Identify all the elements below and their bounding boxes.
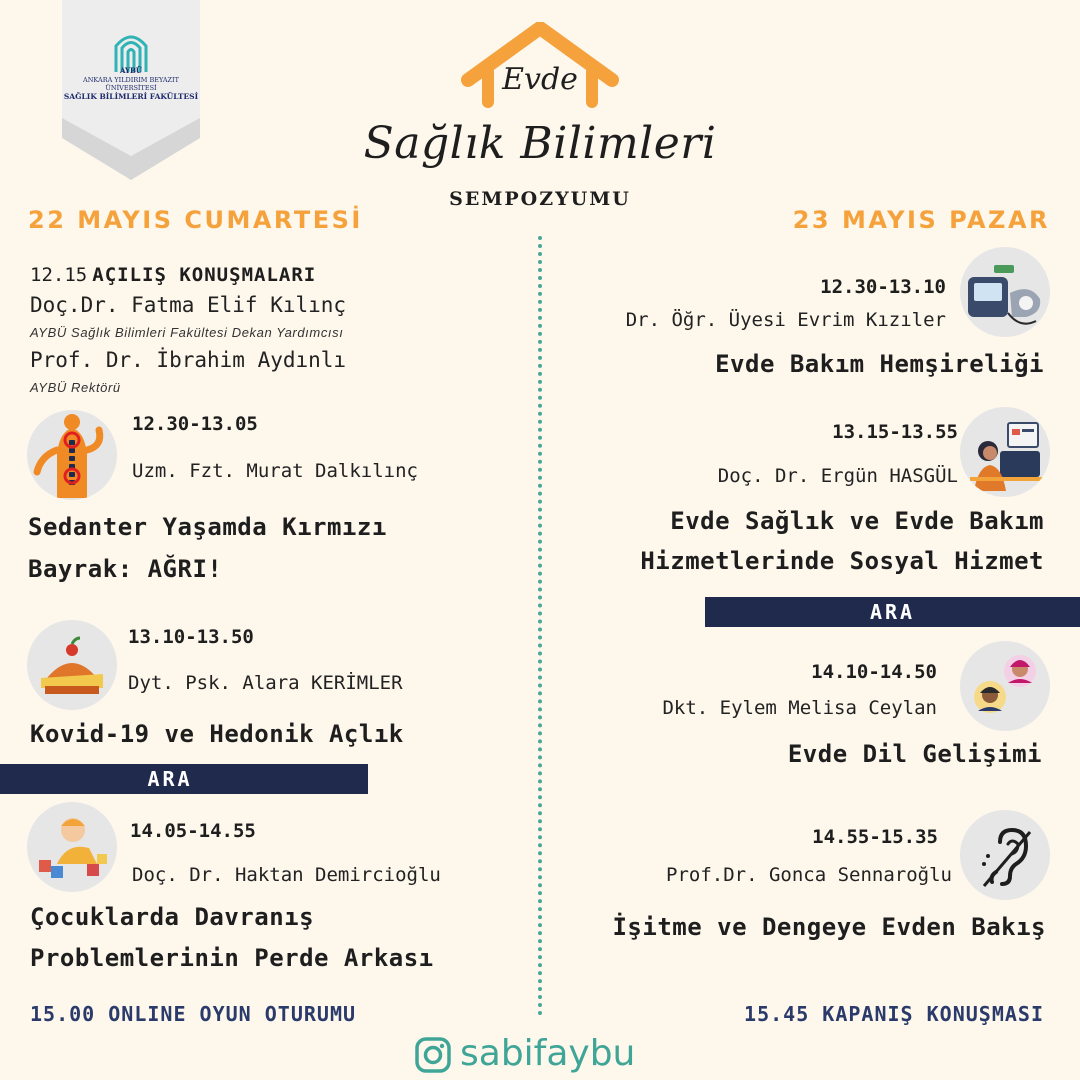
session-time: 14.05-14.55	[130, 820, 256, 842]
desk-worker-icon	[960, 407, 1050, 497]
session-time: 12.30-13.05	[132, 413, 258, 435]
break-bar: ARA	[705, 597, 1080, 627]
session-speaker: Prof.Dr. Gonca Sennaroğlu	[666, 864, 952, 886]
session-topic-line1: Evde Sağlık ve Evde Bakım	[670, 507, 1044, 535]
page-title: Sağlık Bilimleri	[363, 118, 717, 169]
session-speaker: Doç. Dr. Haktan Demircioğlu	[132, 864, 441, 886]
opening-row	[30, 264, 316, 286]
session-speaker: Dyt. Psk. Alara KERİMLER	[128, 672, 403, 694]
session-speaker: Uzm. Fzt. Murat Dalkılınç	[132, 460, 418, 482]
session-time: 12.30-13.10	[820, 276, 946, 298]
opening-label: AÇILIŞ KONUŞMALARI	[92, 264, 317, 286]
session-topic-line1: Evde Dil Gelişimi	[787, 740, 1042, 768]
opening-time: 12.15	[30, 264, 88, 286]
session-speaker: Doç. Dr. Ergün HASGÜL	[717, 465, 958, 487]
column-divider	[538, 236, 542, 1016]
session-speaker: Dr. Öğr. Üyesi Evrim Kızıler	[625, 309, 946, 331]
ear-icon	[960, 810, 1050, 900]
session-speaker: Dkt. Eylem Melisa Ceylan	[662, 697, 937, 719]
blood-pressure-icon	[960, 247, 1050, 337]
page-subtitle: SEMPOZYUMU	[449, 188, 631, 210]
child-blocks-icon	[27, 802, 117, 892]
session-time: 13.15-13.55	[832, 421, 958, 443]
day1-heading: 22 MAYIS CUMARTESİ	[28, 206, 363, 234]
session-topic-line1: İşitme ve Dengeye Evden Bakış	[612, 913, 1046, 941]
logo-faculty-name: SAĞLIK BİLİMLERİ FAKÜLTESİ	[63, 92, 199, 101]
social-handle[interactable]: sabifaybu	[460, 1033, 636, 1074]
logo-university-line1: ANKARA YILDIRIM BEYAZIT	[83, 76, 179, 84]
instagram-icon[interactable]	[414, 1036, 452, 1074]
opening-speaker-2: Prof. Dr. İbrahim Aydınlı	[30, 348, 347, 372]
apple-burger-icon	[27, 620, 117, 710]
back-pain-icon	[27, 410, 117, 500]
logo-abbr: AYBÜ	[119, 66, 143, 75]
session-topic-line2: Problemlerinin Perde Arkası	[30, 944, 434, 972]
logo-university-line2: ÜNİVERSİTESİ	[105, 84, 157, 92]
session-time: 14.10-14.50	[811, 661, 937, 683]
session-topic-line1: Evde Bakım Hemşireliği	[715, 350, 1044, 378]
session-topic-line2: Bayrak: AĞRI!	[28, 555, 223, 583]
session-topic-line1: Kovid-19 ve Hedonik Açlık	[30, 720, 404, 748]
break-bar: ARA	[0, 764, 368, 794]
day2-heading: 23 MAYIS PAZAR	[792, 206, 1050, 234]
speech-people-icon	[960, 641, 1050, 731]
opening-speaker-1: Doç.Dr. Fatma Elif Kılınç	[30, 293, 347, 317]
session-topic-line1: Sedanter Yaşamda Kırmızı	[28, 513, 387, 541]
session-time: 14.55-15.35	[812, 826, 938, 848]
session-topic-line2: Hizmetlerinde Sosyal Hizmet	[640, 547, 1044, 575]
session-topic-line1: Çocuklarda Davranış	[30, 903, 315, 931]
day1-closing: 15.00 ONLINE OYUN OTURUMU	[30, 1002, 357, 1026]
opening-speaker-2-role: AYBÜ Rektörü	[30, 380, 121, 395]
title-evde: Evde	[502, 62, 578, 97]
day2-closing: 15.45 KAPANIŞ KONUŞMASI	[744, 1002, 1044, 1026]
opening-speaker-1-role: AYBÜ Sağlık Bilimleri Fakültesi Dekan Yardımcısı	[30, 325, 344, 340]
session-time: 13.10-13.50	[128, 626, 254, 648]
